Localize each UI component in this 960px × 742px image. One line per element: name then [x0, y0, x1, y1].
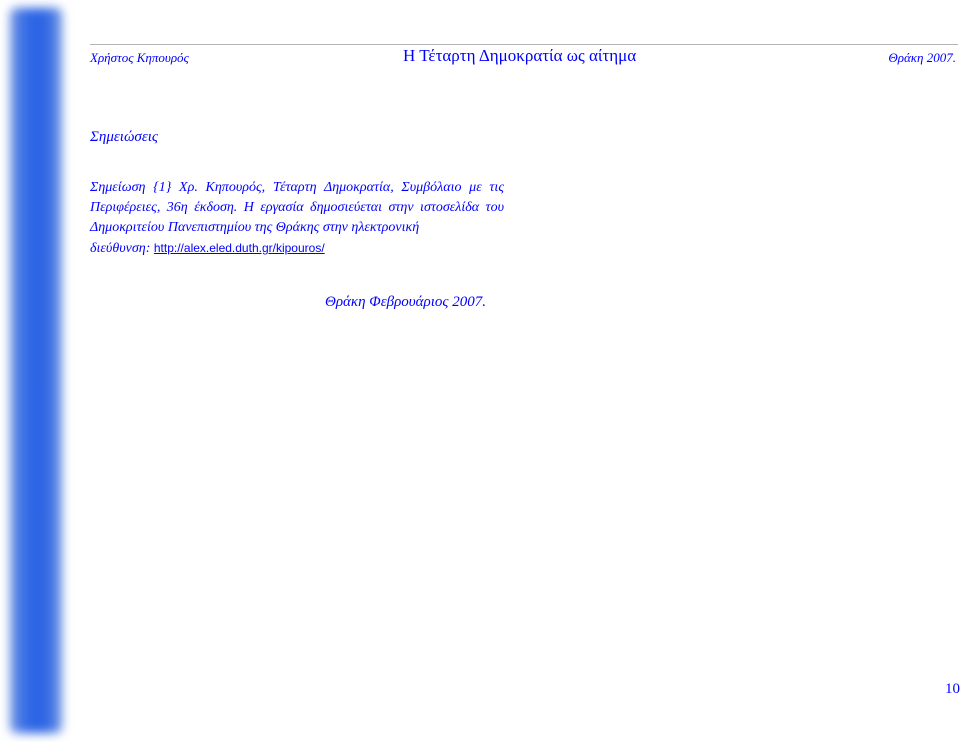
note-paragraph — [90, 178, 504, 259]
blue-gradient-bar — [10, 8, 62, 733]
page-number: 10 — [945, 681, 960, 697]
sidebar-decoration — [0, 0, 72, 742]
note-link[interactable]: http://alex.eled.duth.gr/kipouros/ — [153, 241, 325, 255]
header-author: Χρήστος Κηπουρός — [90, 50, 189, 65]
header-place-date: Θράκη 2007. — [888, 50, 956, 65]
note-text: Σημείωση {1} Χρ. Κηπουρός, Τέταρτη Δημοκρατία, Συμβόλαιο με τις Περιφέρειες, 36η έκδοση. Η εργασία δημοσιεύεται στην ιστοσελίδα του Δημοκριτείου Πανεπιστημίου της Θράκης στην ηλεκτρονική — [90, 180, 504, 235]
page-header — [90, 44, 958, 69]
note-address-label: διεύθυνση: — [90, 241, 151, 256]
notes-heading: Σημειώσεις — [90, 129, 158, 145]
note-address-line — [90, 238, 504, 259]
header-title: Η Τέταρτη Δημοκρατία ως αίτημα — [403, 46, 637, 65]
signature: Θράκη Φεβρουάριος 2007. — [325, 294, 487, 310]
